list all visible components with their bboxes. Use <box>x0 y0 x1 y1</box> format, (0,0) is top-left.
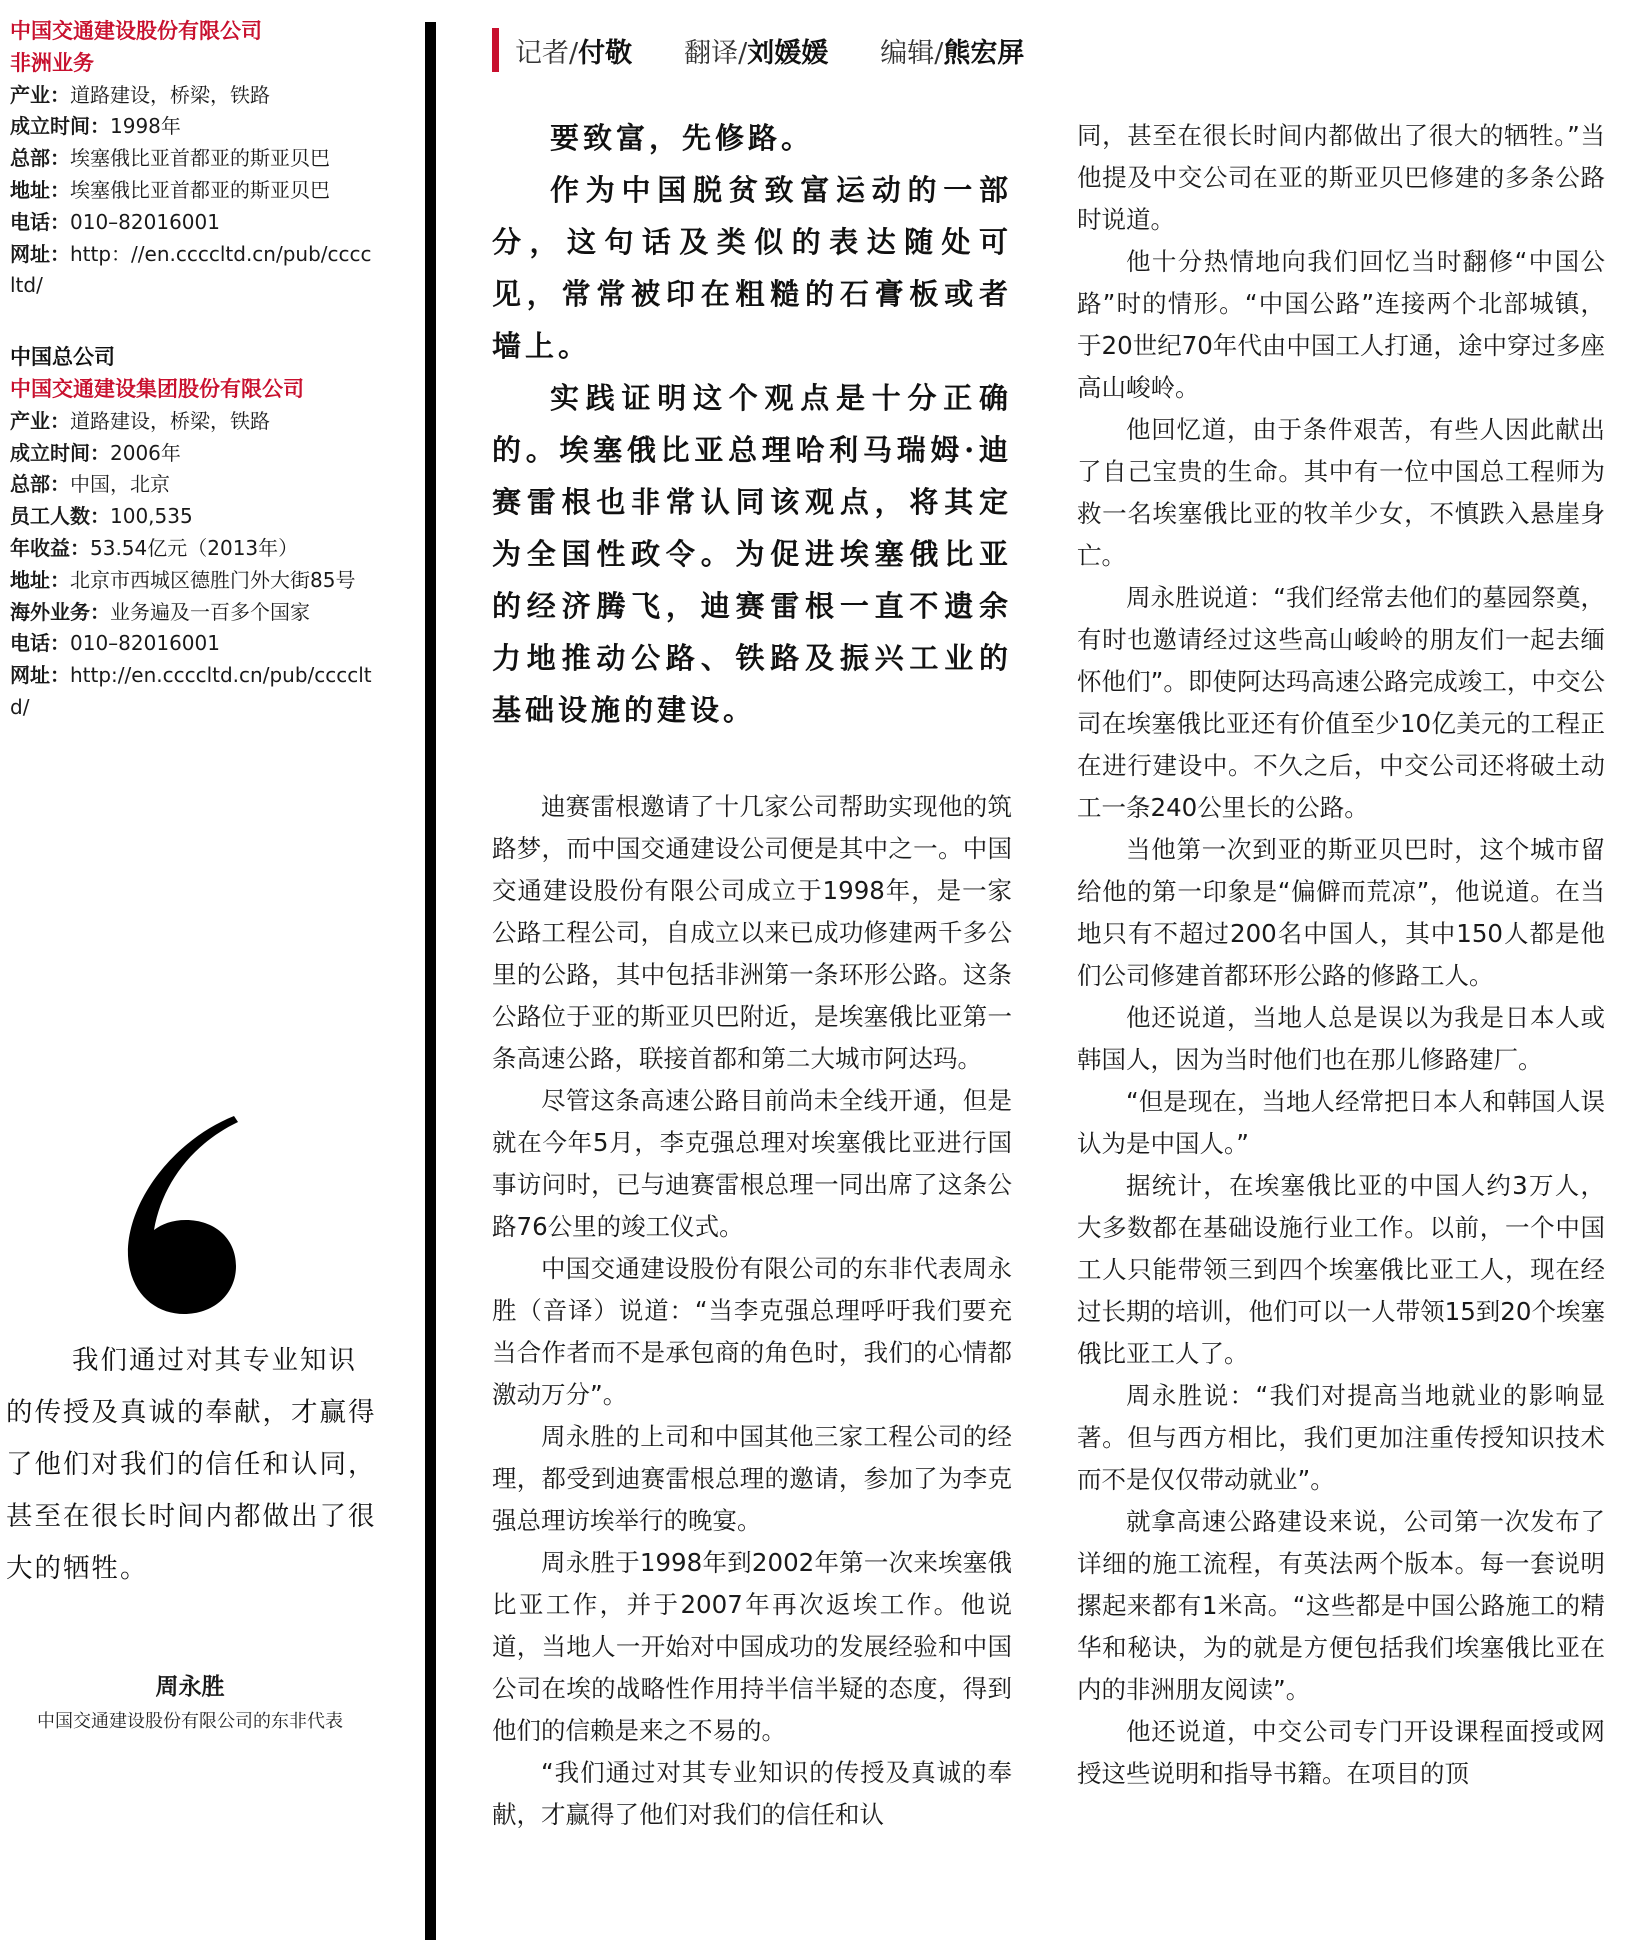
article-column-3 <box>1077 115 1605 1795</box>
article-column-2 <box>492 786 1012 1836</box>
body-paragraph: 中国交通建设股份有限公司的东非代表周永胜（音译）说道：“当李克强总理呼吁我们要充当合作者而不是承包商的角色时，我们的心情都激动万分”。 <box>492 1254 1012 1409</box>
info-row: 成立时间：1998年 <box>10 114 181 139</box>
pull-quote-author-title: 中国交通建设股份有限公司的东非代表 <box>37 1711 343 1732</box>
info-row: 地址：北京市西城区德胜门外大街85号 <box>10 567 356 592</box>
info-row: 年收益：53.54亿元（2013年） <box>10 535 299 560</box>
info-row: 产业：道路建设，桥梁，铁路 <box>10 408 270 433</box>
body-paragraph: 当他第一次到亚的斯亚贝巴时，这个城市留给他的第一印象是“偏僻而荒凉”，他说道。在当地只有不超过200名中国人，其中150人都是他们公司修建首都环形公路的修路工人。 <box>1077 835 1605 990</box>
body-paragraph: 迪赛雷根邀请了十几家公司帮助实现他的筑路梦，而中国交通建设公司便是其中之一。中国交通建设股份有限公司成立于1998年，是一家公路工程公司，自成立以来已成功修建两千多公里的公路，其中包括非洲第一条环形公路。这条公路位于亚的斯亚贝巴附近，是埃塞俄比亚第一条高速公路，联接首都和第二大城市阿达玛。 <box>492 792 1012 1073</box>
byline-credits <box>492 28 1076 72</box>
body-paragraph: 据统计，在埃塞俄比亚的中国人约3万人，大多数都在基础设施行业工作。以前，一个中国工人只能带领三到四个埃塞俄比亚工人，现在经过长期的培训，他们可以一人带领15到20个埃塞俄比亚工人了。 <box>1077 1171 1605 1368</box>
body-paragraph-continued: 同，甚至在很长时间内都做出了很大的牺牲。”当他提及中交公司在亚的斯亚贝巴修建的多条公路时说道。 <box>1077 121 1605 234</box>
credit-translator: 翻译/刘媛媛 <box>684 37 829 69</box>
info-row: 员工人数：100,535 <box>10 504 193 529</box>
body-paragraph: 他十分热情地向我们回忆当时翻修“中国公路”时的情形。“中国公路”连接两个北部城镇，于20世纪70年代由中国工人打通，途中穿过多座高山峻岭。 <box>1077 247 1605 402</box>
info-row: 总部：埃塞俄比亚首都亚的斯亚贝巴 <box>10 146 330 171</box>
body-paragraph: 就拿高速公路建设来说，公司第一次发布了详细的施工流程，有英法两个版本。每一套说明摞起来都有1米高。“这些都是中国公路施工的精华和秘诀，为的就是方便包括我们埃塞俄比亚在内的非洲朋友阅读”。 <box>1077 1507 1605 1704</box>
info-row: 地址：埃塞俄比亚首都亚的斯亚贝巴 <box>10 177 330 202</box>
body-paragraph: 他还说道，当地人总是误以为我是日本人或韩国人，因为当时他们也在那儿修路建厂。 <box>1077 1003 1605 1074</box>
business-region: 非洲业务 <box>10 50 94 75</box>
website-row[interactable]: 网址：http://en.ccccltd.cn/pub/ccccltd/ <box>10 663 372 719</box>
company-name: 中国交通建设股份有限公司 <box>10 19 262 43</box>
company-info-sidebar <box>10 16 375 764</box>
pull-quote-author: 周永胜 <box>155 1674 225 1700</box>
website-row[interactable]: 网址：http：//en.ccccltd.cn/pub/ccccltd/ <box>10 241 372 298</box>
parent-company-block <box>10 342 375 724</box>
body-paragraph: 周永胜说道：“我们经常去他们的墓园祭奠，有时也邀请经过这些高山峻岭的朋友们一起去缅怀他们”。即使阿达玛高速公路完成竣工，中交公司在埃塞俄比亚还有价值至少10亿美元的工程正在进行建设中。不久之后，中交公司还将破土动工一条240公里长的公路。 <box>1077 583 1605 822</box>
body-paragraph: 尽管这条高速公路目前尚未全线开通，但是就在今年5月，李克强总理对埃塞俄比亚进行国事访问时，已与迪赛雷根总理一同出席了这条公路76公里的竣工仪式。 <box>492 1086 1012 1241</box>
body-paragraph: “我们通过对其专业知识的传授及真诚的奉献，才赢得了他们对我们的信任和认 <box>492 1758 1012 1829</box>
lede-paragraph: 要致富，先修路。 <box>550 121 815 155</box>
parent-company-name: 中国交通建设集团股份有限公司 <box>10 376 304 401</box>
info-row: 电话：010–82016001 <box>10 631 220 656</box>
info-row: 成立时间：2006年 <box>10 440 181 465</box>
africa-business-block <box>10 16 375 302</box>
lede-paragraph: 实践证明这个观点是十分正确的。埃塞俄比亚总理哈利马瑞姆·迪赛雷根也非常认同该观点，将其定为全国性政令。为促进埃塞俄比亚的经济腾飞，迪赛雷根一直不遗余力地推动公路、铁路及振兴工业的基础设施的建设。 <box>492 381 1012 727</box>
info-rows <box>10 80 375 303</box>
quotation-mark-icon <box>122 1110 242 1320</box>
accent-marker <box>492 28 499 72</box>
body-paragraph: “但是现在，当地人经常把日本人和韩国人误认为是中国人。” <box>1077 1087 1605 1158</box>
article-lede <box>492 112 1012 736</box>
lede-paragraph: 作为中国脱贫致富运动的一部分，这句话及类似的表达随处可见，常常被印在粗糙的石膏板或者墙上。 <box>492 173 1012 363</box>
body-paragraph: 周永胜说：“我们对提高当地就业的影响显著。但与西方相比，我们更加注重传授知识技术而不是仅仅带动就业”。 <box>1077 1381 1605 1494</box>
body-paragraph: 他回忆道，由于条件艰苦，有些人因此献出了自己宝贵的生命。其中有一位中国总工程师为救一名埃塞俄比亚的牧羊少女，不慎跌入悬崖身亡。 <box>1077 415 1605 570</box>
body-paragraph: 他还说道，中交公司专门开设课程面授或网授这些说明和指导书籍。在项目的顶 <box>1077 1717 1605 1788</box>
parent-company-heading: 中国总公司 <box>10 345 115 370</box>
credit-editor: 编辑/熊宏屏 <box>880 37 1025 69</box>
body-paragraph: 周永胜的上司和中国其他三家工程公司的经理，都受到迪赛雷根总理的邀请，参加了为李克强总理访埃举行的晚宴。 <box>492 1422 1012 1535</box>
pull-quote-text: 我们通过对其专业知识的传授及真诚的奉献，才赢得了他们对我们的信任和认同，甚至在很长时间内都做出了很大的牺牲。 <box>6 1345 377 1584</box>
info-row: 电话：010–82016001 <box>10 209 220 234</box>
column-divider-bar <box>425 22 436 1940</box>
info-row: 产业：道路建设，桥梁，铁路 <box>10 82 270 107</box>
info-row: 总部：中国，北京 <box>10 472 170 497</box>
credit-reporter: 记者/付敬 <box>515 37 633 69</box>
body-paragraph: 周永胜于1998年到2002年第一次来埃塞俄比亚工作，并于2007年再次返埃工作。他说道，当地人一开始对中国成功的发展经验和中国公司在埃的战略性作用持半信半疑的态度，得到他们的信赖是来之不易的。 <box>492 1548 1012 1745</box>
info-row: 海外业务：业务遍及一百多个国家 <box>10 599 310 624</box>
